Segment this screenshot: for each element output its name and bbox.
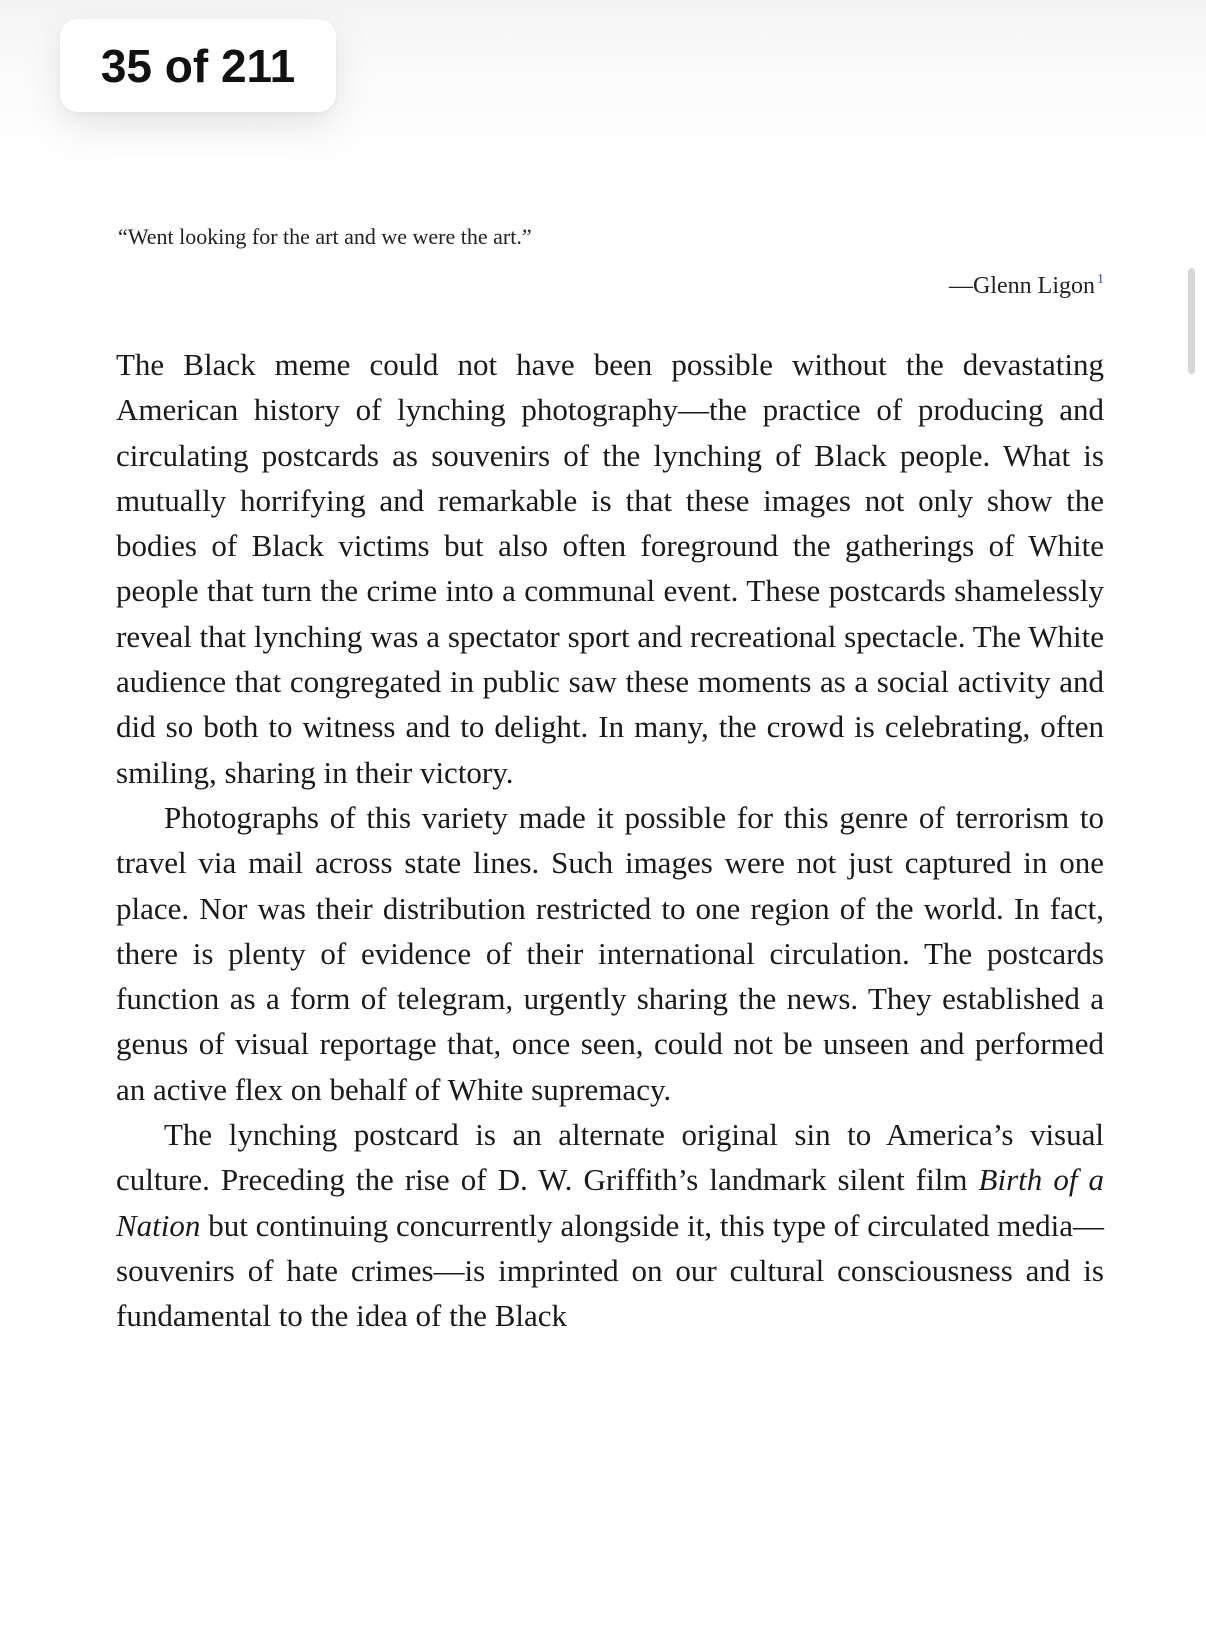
page-indicator-badge xyxy=(60,19,336,112)
body-text xyxy=(116,342,1104,1339)
page-indicator-text: 35 of 211 xyxy=(100,39,296,92)
film-title: Birth of a Nation xyxy=(116,1162,1105,1243)
paragraph-3-text-after: but continuing concurrently alongside it, this type of circulated media—souvenirs of hate crimes—is imprinted on our cultural consciousness and is fundamental to the idea of the Black xyxy=(116,1207,1104,1334)
epigraph-quote: “Went looking for the art and we were the art.” xyxy=(118,224,532,249)
attribution-name: —Glenn Ligon xyxy=(949,273,1095,299)
paragraph-2: Photographs of this variety made it possible for this genre of terrorism to travel via mail across state lines. Such images were not just captured in one place. Nor was their distribution restricted to one region of the world. In fact, there is plenty of evidence of their international circulation. The postcards function as a form of telegram, urgently sharing the news. They established a genus of visual reportage that, once seen, could not be unseen and performed an active flex on behalf of White supremacy. xyxy=(116,799,1104,1107)
paragraph-1: The Black meme could not have been possible without the devastating American history of lynching photography—the practice of producing and circulating postcards as souvenirs of the lynching of Black people. What is mutually horrifying and remarkable is that these images not only show the bodies of Black victims but also often foreground the gatherings of White people that turn the crime into a communal event. These postcards shamelessly reveal that lynching was a spectator sport and recreational spectacle. The White audience that congregated in public saw these moments as a social activity and did so both to witness and to delight. In many, the crowd is celebrating, often smiling, sharing in their victory. xyxy=(116,347,1104,790)
paragraph-3 xyxy=(116,1112,1104,1338)
scrollbar-thumb[interactable] xyxy=(1188,268,1195,374)
paragraph-3-text-before: The lynching postcard is an alternate original sin to America’s visual culture. Preceding the rise of D. W. Griffith’s landmark silent film xyxy=(116,1117,1104,1198)
epigraph-attribution xyxy=(949,271,1104,301)
footnote-link[interactable]: 1 xyxy=(1097,272,1104,287)
